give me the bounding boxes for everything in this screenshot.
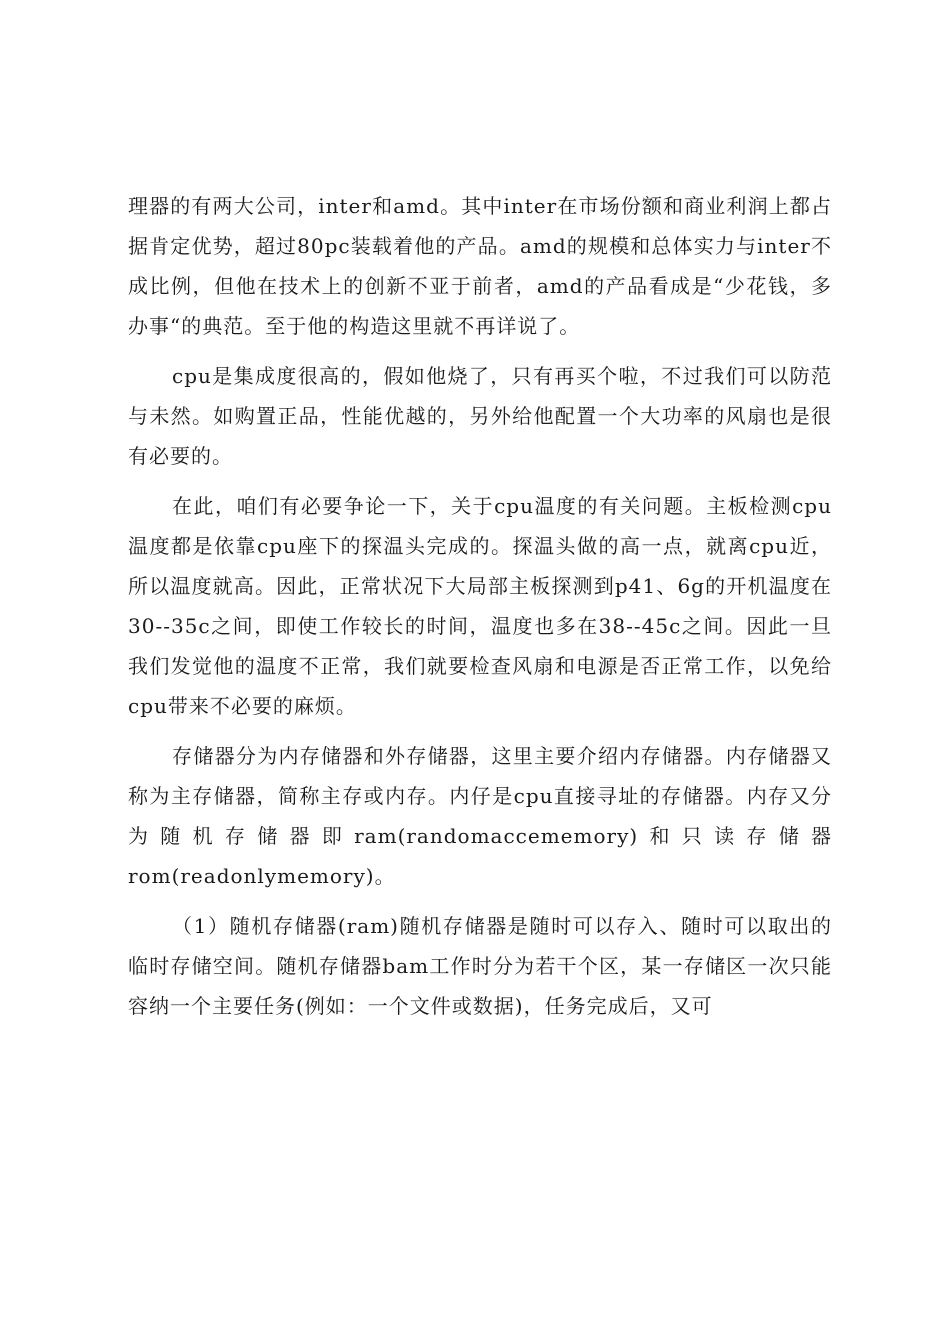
paragraph-processor-vendors: 理器的有两大公司，inter和amd。其中inter在市场份额和商业利润上都占据肯定优势，超过80pc装载着他的产品。amd的规模和总体实力与inter不成比例，但他在技术上的创新不亚于前者，amd的产品看成是“少花钱，多办事“的典范。至于他的构造这里就不再详说了。	[128, 194, 832, 338]
paragraph-cpu-protection: cpu是集成度很高的，假如他烧了，只有再买个啦，不过我们可以防范与未然。如购置正品，性能优越的，另外给他配置一个大功率的风扇也是很有必要的。	[128, 364, 832, 468]
paragraph-ram: （1）随机存储器(ram)随机存储器是随时可以存入、随时可以取出的临时存储空间。随机存储器bam工作时分为若干个区，某一存储区一次只能容纳一个主要任务(例如：一个文件或数据)，任务完成后，又可	[128, 914, 832, 1018]
paragraph-cpu-temperature: 在此，咱们有必要争论一下，关于cpu温度的有关问题。主板检测cpu温度都是依靠cpu座下的探温头完成的。探温头做的高一点，就离cpu近，所以温度就高。因此，正常状况下大局部主板探测到p41、6g的开机温度在30--35c之间，即使工作较长的时间，温度也多在38--45c之间。因此一旦我们发觉他的温度不正常，我们就要检查风扇和电源是否正常工作，以免给cpu带来不必要的麻烦。	[128, 494, 832, 718]
document-page	[128, 186, 832, 1036]
paragraph-memory-types: 存储器分为内存储器和外存储器，这里主要介绍内存储器。内存储器又称为主存储器，简称主存或内存。内仔是cpu直接寻址的存储器。内存又分为随机存储器即ram(randomaccememory)和只读存储器rom(readonlymemory)。	[128, 744, 832, 888]
